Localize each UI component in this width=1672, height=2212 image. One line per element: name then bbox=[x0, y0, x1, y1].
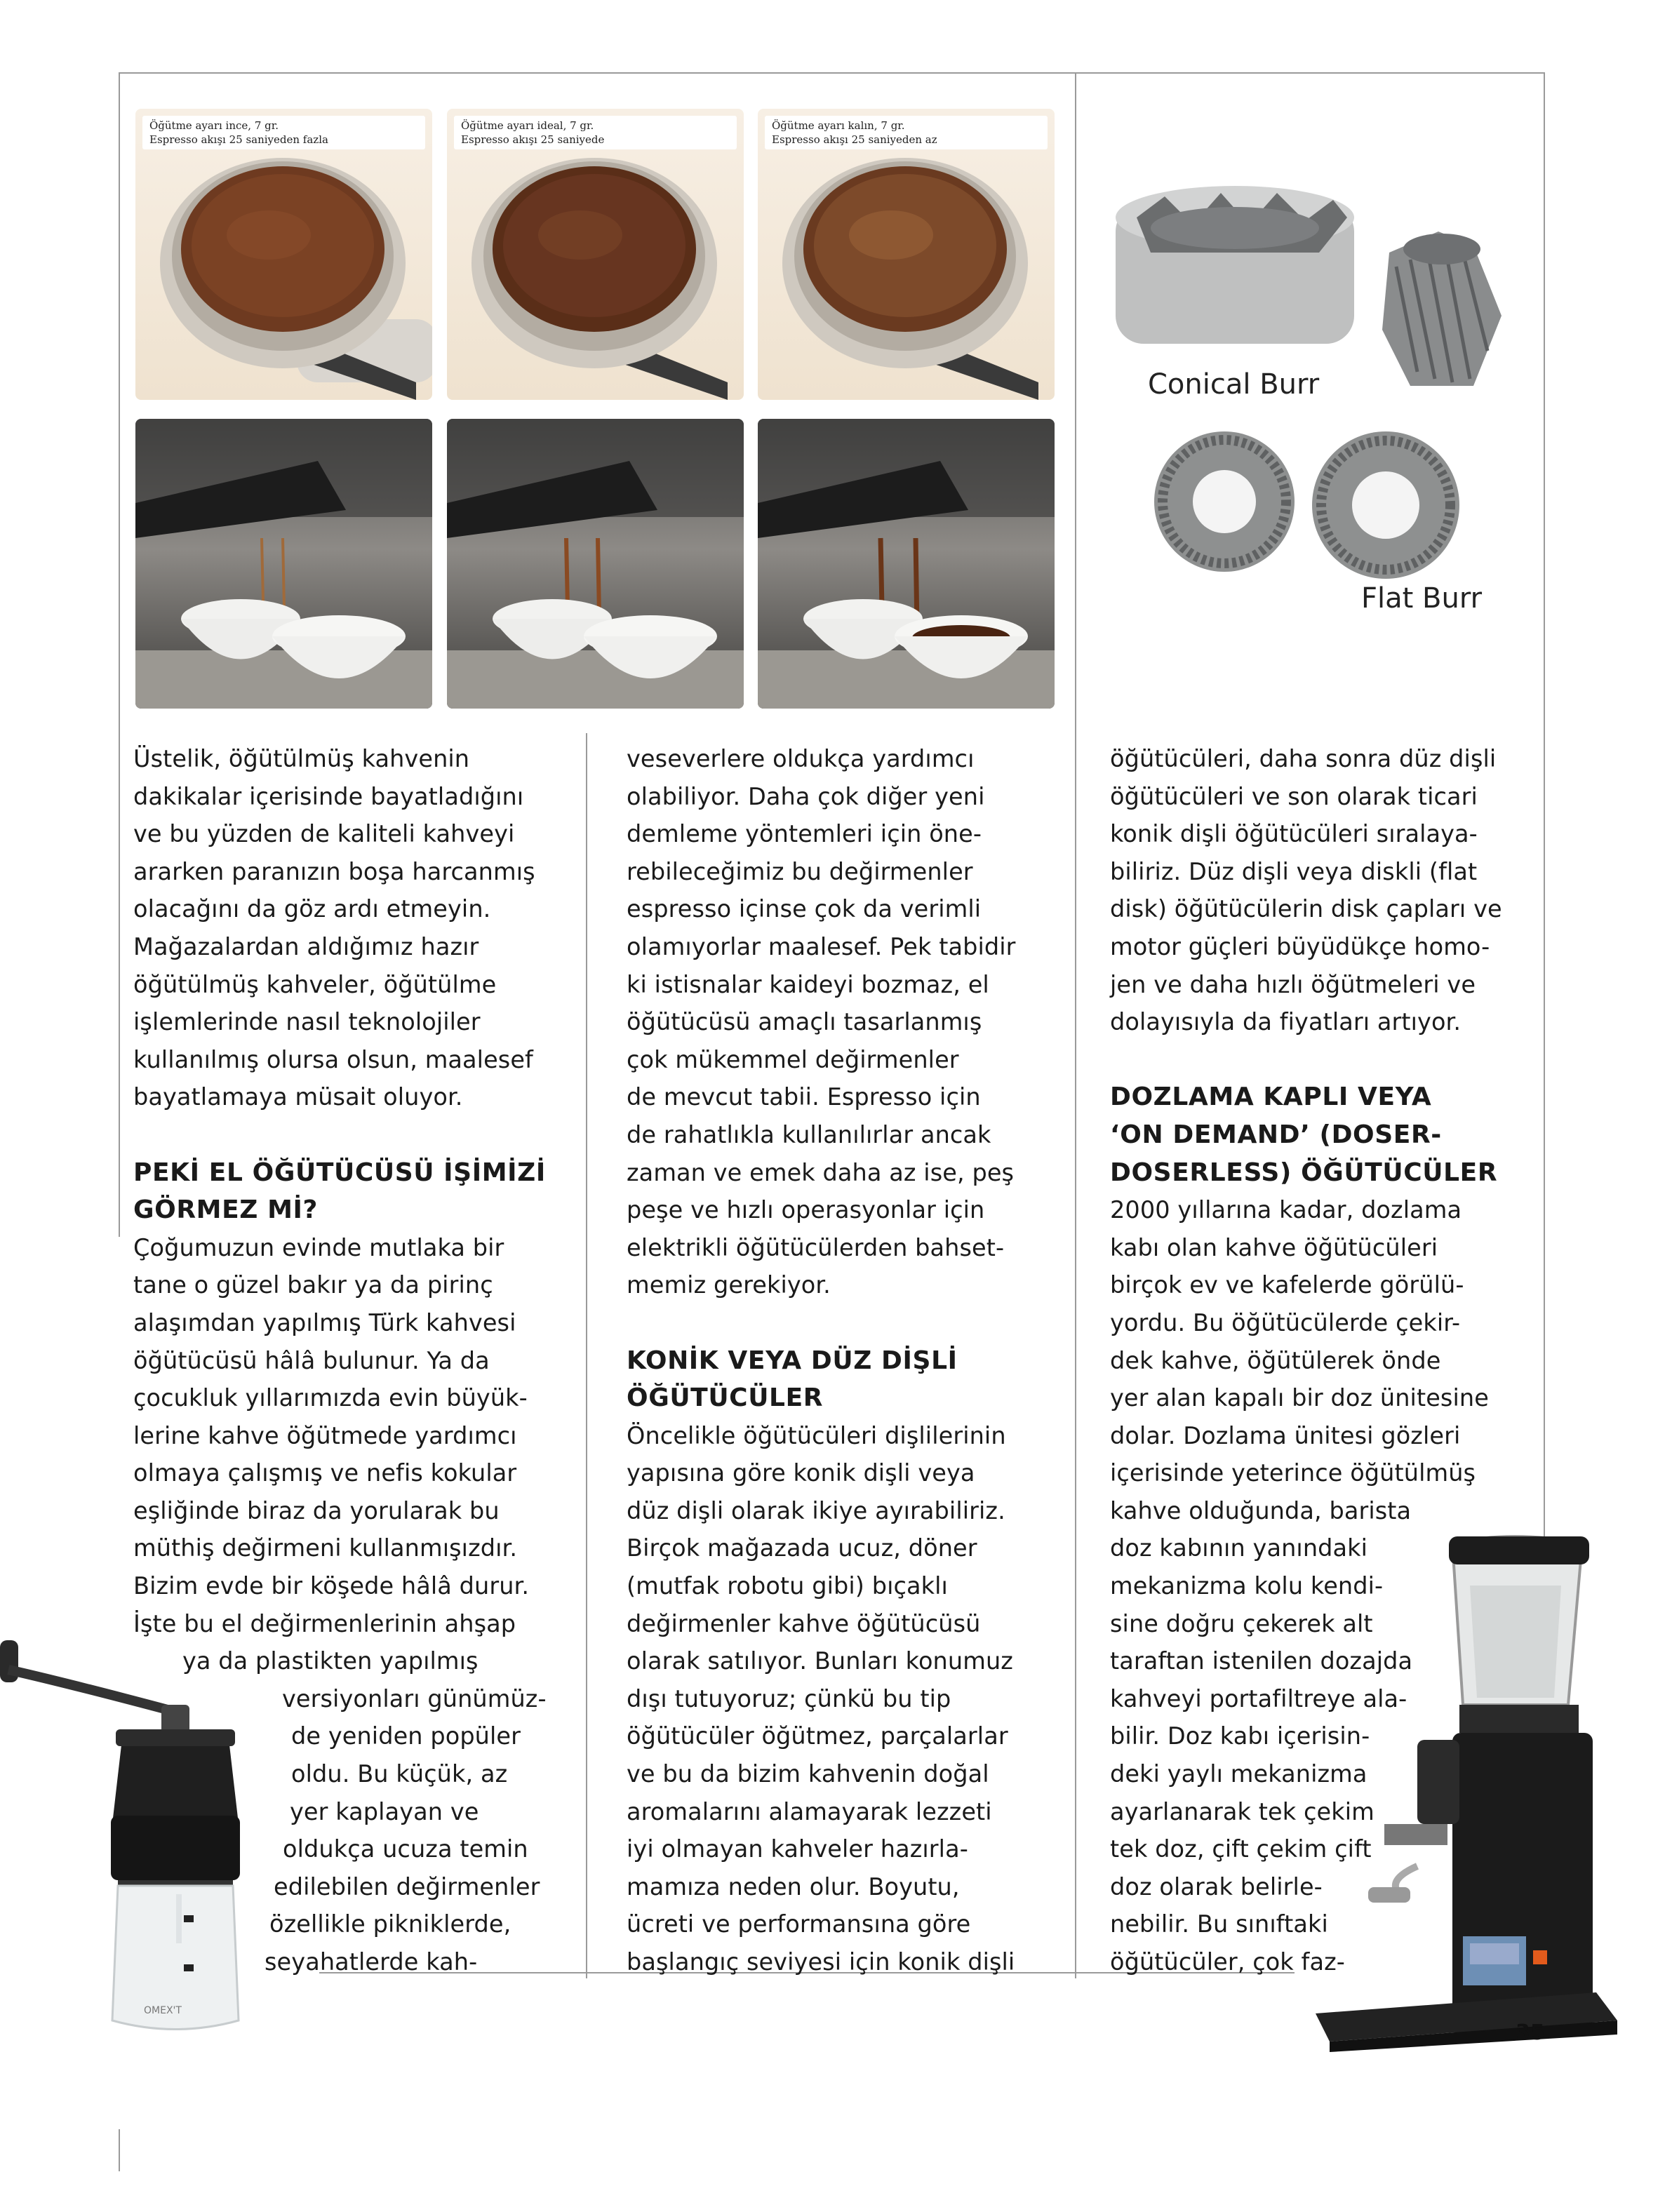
grind-photo-fine bbox=[135, 109, 432, 400]
text-line: iyi olmayan kahveler hazırla- bbox=[627, 1835, 968, 1863]
text-line: konik dişli öğütücüleri sıralaya- bbox=[1110, 820, 1478, 848]
text-line: motor güçleri büyüdükçe homo- bbox=[1110, 932, 1490, 960]
text-line: Bizim evde bir köşede hâlâ durur. bbox=[133, 1572, 530, 1600]
text-line: yer kaplayan ve bbox=[290, 1797, 479, 1825]
text-line: mekanizma kolu kendi- bbox=[1110, 1572, 1384, 1600]
text-line: elektrikli öğütücülerden bahset- bbox=[627, 1233, 1005, 1261]
text-line: dolar. Dozlama ünitesi gözleri bbox=[1110, 1421, 1461, 1449]
text-line: ya da plastikten yapılmış bbox=[182, 1647, 479, 1675]
text-line: özellikle pikniklerde, bbox=[269, 1910, 511, 1938]
espresso-cups-coarse-illustration bbox=[758, 419, 1055, 709]
text-line: taraftan istenilen dozajda bbox=[1110, 1647, 1413, 1675]
text-line: ki istisnalar kaideyi bozmaz, el bbox=[627, 970, 989, 998]
text-line: sine doğru çekerek alt bbox=[1110, 1609, 1373, 1637]
text-line: olarak satılıyor. Bunları konumuz bbox=[627, 1647, 1013, 1675]
heading-line: DOSERLESS) ÖĞÜTÜCÜLER bbox=[1110, 1158, 1498, 1187]
text-line: olamıyorlar maalesef. Pek tabidir bbox=[627, 932, 1016, 960]
caption-line: Öğütme ayarı ideal, 7 gr. bbox=[461, 119, 594, 132]
text-line: aromalarını alamayarak lezzeti bbox=[627, 1797, 992, 1825]
text-line: yordu. Bu öğütücülerde çekir- bbox=[1110, 1308, 1461, 1336]
text-line: demleme yöntemleri için öne- bbox=[627, 820, 982, 848]
text-line: edilebilen değirmenler bbox=[274, 1872, 540, 1901]
espresso-shot-fine bbox=[135, 419, 432, 709]
frame-top bbox=[119, 72, 1545, 74]
page-number: 35 bbox=[1516, 2020, 1545, 2045]
heading-line: GÖRMEZ Mİ? bbox=[133, 1195, 319, 1225]
text-line: çok mükemmel değirmenler bbox=[627, 1045, 959, 1073]
text-line: ücreti ve performansına göre bbox=[627, 1910, 971, 1938]
portafilter-fine-illustration bbox=[135, 109, 432, 400]
column-2 bbox=[627, 740, 1016, 1981]
text-line: ararken paranızın boşa harcanmış bbox=[133, 857, 535, 885]
text-line: de mevcut tabii. Espresso için bbox=[627, 1083, 981, 1111]
text-line: bilir. Doz kabı içerisin- bbox=[1110, 1722, 1370, 1750]
grinder-brand-label: OMEX'T bbox=[144, 2005, 182, 2016]
text-line: lerine kahve öğütmede yardımcı bbox=[133, 1421, 517, 1449]
column-2-paragraph-1 bbox=[627, 740, 1016, 1304]
flat-burr-image bbox=[1137, 428, 1530, 596]
grind-photo-ideal bbox=[447, 109, 744, 400]
frame-left bbox=[119, 72, 120, 1237]
text-line: kabı olan kahve öğütücüleri bbox=[1110, 1233, 1438, 1261]
text-line: başlangıç seviyesi için konik dişli bbox=[627, 1948, 1015, 1976]
text-line: rebileceğimiz bu değirmenler bbox=[627, 857, 973, 885]
text-line: öğütücüleri ve son olarak ticari bbox=[1110, 782, 1478, 810]
text-line: jen ve daha hızlı öğütmeleri ve bbox=[1110, 970, 1476, 998]
heading-line: DOZLAMA KAPLI VEYA bbox=[1110, 1082, 1432, 1112]
text-line: bayatlamaya müsait oluyor. bbox=[133, 1083, 463, 1111]
text-line: kahve olduğunda, barista bbox=[1110, 1496, 1412, 1524]
text-line: yapısına göre konik dişli veya bbox=[627, 1459, 975, 1487]
text-line: olacağını da göz ardı etmeyin. bbox=[133, 895, 491, 923]
column-1-heading bbox=[133, 1154, 547, 1229]
frame-left-bottom-tick bbox=[119, 2129, 120, 2171]
caption-line: Öğütme ayarı kalın, 7 gr. bbox=[772, 119, 905, 132]
text-line: işlemlerinde nasıl teknolojiler bbox=[133, 1008, 481, 1036]
text-line: Çoğumuzun evinde mutlaka bir bbox=[133, 1233, 504, 1261]
caption-line: Espresso akışı 25 saniyeden az bbox=[772, 133, 937, 146]
text-line: alaşımdan yapılmış Türk kahvesi bbox=[133, 1308, 516, 1336]
conical-burr-label: Conical Burr bbox=[1148, 368, 1320, 401]
text-line: de rahatlıkla kullanılırlar ancak bbox=[627, 1120, 991, 1148]
manual-grinder-image bbox=[0, 1628, 267, 2063]
text-line: eşliğinde biraz da yorularak bu bbox=[133, 1496, 500, 1524]
text-line: öğütücüleri, daha sonra düz dişli bbox=[1110, 745, 1497, 772]
text-line: değirmenler kahve öğütücüsü bbox=[627, 1609, 981, 1637]
espresso-shot-ideal bbox=[447, 419, 744, 709]
text-line: yer alan kapalı bir doz ünitesine bbox=[1110, 1384, 1489, 1412]
text-line: birçok ev ve kafelerde görülü- bbox=[1110, 1271, 1464, 1299]
grind-caption-ideal bbox=[454, 116, 737, 149]
espresso-cups-fine-illustration bbox=[135, 419, 432, 709]
column-3-paragraph-1 bbox=[1110, 740, 1502, 1041]
text-line: de yeniden popüler bbox=[291, 1722, 521, 1750]
text-line: nebilir. Bu sınıftaki bbox=[1110, 1910, 1328, 1938]
text-line: oldu. Bu küçük, az bbox=[291, 1760, 508, 1788]
text-line: espresso içinse çok da verimli bbox=[627, 895, 982, 923]
column-2-heading bbox=[627, 1342, 1016, 1417]
text-line: ve bu da bizim kahvenin doğal bbox=[627, 1760, 989, 1788]
text-line: çocukluk yıllarımızda evin büyük- bbox=[133, 1384, 528, 1412]
caption-line: Espresso akışı 25 saniyeden fazla bbox=[149, 133, 328, 146]
text-line: Mağazalardan aldığımız hazır bbox=[133, 932, 479, 960]
grind-caption-coarse bbox=[765, 116, 1048, 149]
text-line: ve bu yüzden de kaliteli kahveyi bbox=[133, 820, 515, 848]
text-line: öğütücüler, çok faz- bbox=[1110, 1948, 1345, 1976]
caption-line: Espresso akışı 25 saniyede bbox=[461, 133, 605, 146]
text-line: disk) öğütücülerin disk çapları ve bbox=[1110, 895, 1502, 923]
column-2-paragraph-2 bbox=[627, 1417, 1016, 1981]
caption-line: Öğütme ayarı ince, 7 gr. bbox=[149, 119, 279, 132]
text-line: mamıza neden olur. Boyutu, bbox=[627, 1872, 960, 1901]
text-line: dakikalar içerisinde bayatladığını bbox=[133, 782, 524, 810]
text-line: Üstelik, öğütülmüş kahvenin bbox=[133, 745, 470, 772]
text-line: Birçok mağazada ucuz, döner bbox=[627, 1534, 977, 1562]
text-line: dışı tutuyoruz; çünkü bu tip bbox=[627, 1684, 951, 1712]
portafilter-coarse-illustration bbox=[758, 109, 1055, 400]
text-line: öğütücüler öğütmez, parçalarlar bbox=[627, 1722, 1008, 1750]
text-line: veseverlere oldukça yardımcı bbox=[627, 745, 975, 772]
text-line: dek kahve, öğütülerek önde bbox=[1110, 1346, 1441, 1374]
text-line: kahveyi portafiltreye ala- bbox=[1110, 1684, 1407, 1712]
text-line: memiz gerekiyor. bbox=[627, 1271, 831, 1299]
text-line: kullanılmış olursa olsun, maalesef bbox=[133, 1045, 533, 1073]
text-line: İşte bu el değirmenlerinin ahşap bbox=[133, 1609, 516, 1637]
grind-photo-coarse bbox=[758, 109, 1055, 400]
text-line: zaman ve emek daha az ise, peş bbox=[627, 1158, 1015, 1186]
text-line: deki yaylı mekanizma bbox=[1110, 1760, 1367, 1788]
text-line: doz kabının yanındaki bbox=[1110, 1534, 1368, 1562]
electric-grinder-image bbox=[1302, 1529, 1631, 2091]
text-line: ayarlanarak tek çekim bbox=[1110, 1797, 1375, 1825]
espresso-cups-ideal-illustration bbox=[447, 419, 744, 709]
heading-line: KONİK VEYA DÜZ DİŞLİ bbox=[627, 1346, 958, 1375]
column-divider-1 bbox=[586, 733, 587, 1978]
heading-line: ‘ON DEMAND’ (DOSER- bbox=[1110, 1120, 1442, 1149]
text-line: tane o güzel bakır ya da pirinç bbox=[133, 1271, 493, 1299]
text-line: dolayısıyla da fiyatları artıyor. bbox=[1110, 1008, 1462, 1036]
column-1-paragraph-1 bbox=[133, 740, 547, 1116]
text-line: içerisinde yeterince öğütülmüş bbox=[1110, 1459, 1476, 1487]
text-line: tek doz, çift çekim çift bbox=[1110, 1835, 1372, 1863]
text-line: seyahatlerde kah- bbox=[265, 1948, 478, 1976]
text-line: düz dişli olarak ikiye ayırabiliriz. bbox=[627, 1496, 1005, 1524]
text-line: (mutfak robotu gibi) bıçaklı bbox=[627, 1572, 948, 1600]
text-line: doz olarak belirle- bbox=[1110, 1872, 1323, 1901]
flat-burr-label: Flat Burr bbox=[1361, 582, 1483, 615]
text-line: versiyonları günümüz- bbox=[282, 1684, 547, 1712]
text-line: oldukça ucuza temin bbox=[283, 1835, 528, 1863]
text-line: olabiliyor. Daha çok diğer yeni bbox=[627, 782, 985, 810]
heading-line: PEKİ EL ÖĞÜTÜCÜSÜ İŞİMİZİ bbox=[133, 1158, 546, 1187]
text-line: öğütücüsü hâlâ bulunur. Ya da bbox=[133, 1346, 490, 1374]
column-3-heading bbox=[1110, 1078, 1502, 1191]
grind-caption-fine bbox=[142, 116, 425, 149]
text-line: biliriz. Düz dişli veya diskli (flat bbox=[1110, 857, 1478, 885]
text-line: öğütücüsü amaçlı tasarlanmış bbox=[627, 1008, 982, 1036]
portafilter-ideal-illustration bbox=[447, 109, 744, 400]
text-line: Öncelikle öğütücüleri dişlilerinin bbox=[627, 1421, 1006, 1449]
column-divider-2 bbox=[1075, 72, 1076, 1978]
text-line: peşe ve hızlı operasyonlar için bbox=[627, 1196, 985, 1224]
heading-line: ÖĞÜTÜCÜLER bbox=[627, 1383, 824, 1413]
espresso-shot-coarse bbox=[758, 419, 1055, 709]
text-line: müthiş değirmeni kullanmışızdır. bbox=[133, 1534, 518, 1562]
text-line: öğütülmüş kahveler, öğütülme bbox=[133, 970, 497, 998]
text-line: olmaya çalışmış ve nefis kokular bbox=[133, 1459, 517, 1487]
text-line: 2000 yıllarına kadar, dozlama bbox=[1110, 1196, 1462, 1224]
